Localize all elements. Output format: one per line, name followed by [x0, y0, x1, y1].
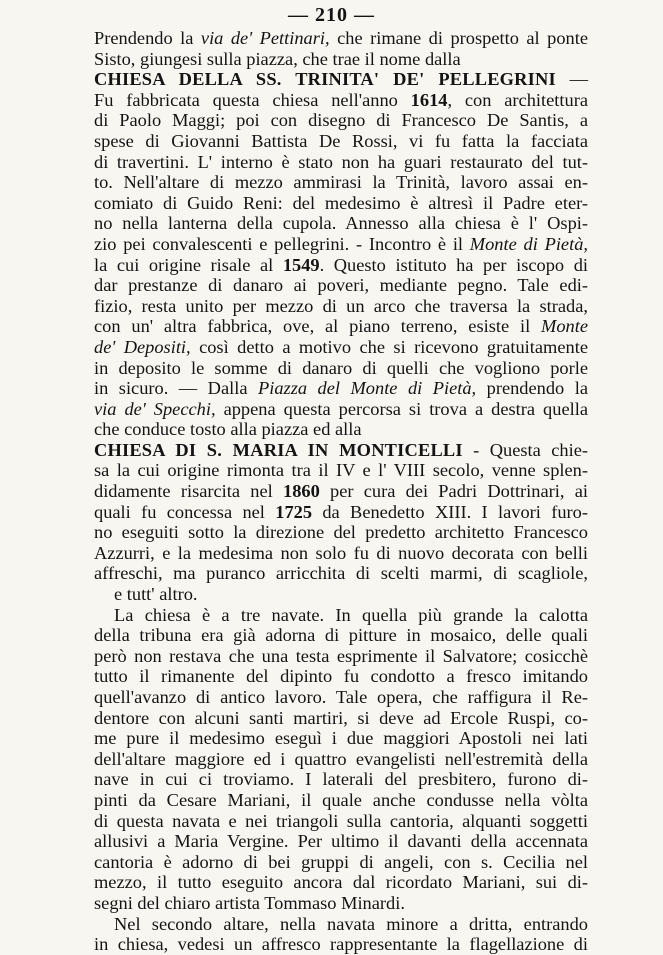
text-run: comiato di Guido Reni: del medesimo è altresì il Padre eter-	[94, 192, 588, 213]
text-line	[94, 110, 588, 131]
text-line	[94, 502, 588, 523]
text-line	[94, 852, 588, 873]
text-run: che conduce tosto alla piazza ed alla	[94, 419, 362, 440]
text-line	[94, 687, 588, 708]
text-run: di questa navata e nei triangoli sulla cantoria, alquanti soggetti	[94, 810, 588, 831]
text-run: di Paolo Maggi; poi con disegno di Francesco De Santis, a	[94, 110, 588, 131]
text-run: quali fu concessa nel	[94, 501, 276, 522]
place-name: de' Depositi,	[94, 336, 191, 357]
text-line	[94, 316, 588, 337]
text-line	[94, 440, 588, 461]
text-run: fizio, resta unito per mezzo di un arco che traversa la strada,	[94, 295, 588, 316]
text-run: spese di Giovanni Battista De Rossi, vi fu fatta la facciata	[94, 130, 588, 151]
text-line	[94, 708, 588, 729]
text-line	[94, 275, 588, 296]
text-line	[94, 934, 588, 955]
place-name: Monte	[541, 316, 588, 337]
text-run: sa la cui origine rimonta tra il IV e l' VIII secolo, venne splen-	[94, 460, 588, 481]
text-run: , con architettura	[447, 89, 588, 110]
text-run: Fu fabbricata questa chiesa nell'anno	[94, 89, 411, 110]
text-line	[94, 522, 588, 543]
text-run: me pure il medesimo eseguì i due maggiori Apostoli nei lati	[94, 728, 588, 749]
text-run: per cura dei Padri Dottrinari, ai	[319, 481, 588, 502]
text-line	[94, 90, 588, 111]
place-name: Piazza del Monte di Pietà,	[258, 378, 477, 399]
text-run: - Questa chie-	[462, 439, 588, 460]
text-run: Azzurri, e la medesima non solo fu di nuovo decorata con belli	[94, 542, 588, 563]
year: 1549	[282, 254, 320, 275]
text-run: tutto il rimanente del dipinto fu condotto a fresco imitando	[94, 666, 588, 687]
text-line	[94, 893, 588, 914]
body-text	[94, 28, 588, 955]
text-line	[94, 131, 588, 152]
text-run: didamente risarcita nel	[94, 481, 283, 502]
text-run: no nella lanterna della cupola. Annesso alla chiesa è l' Ospi-	[94, 213, 588, 234]
text-run: appena questa percorsa si trova a destra quella	[215, 398, 588, 419]
text-line	[94, 337, 588, 358]
text-run: Sisto, giungesi sulla piazza, che trae il nome dalla	[94, 48, 461, 69]
text-line	[94, 872, 588, 893]
text-line	[94, 358, 588, 379]
text-run: dell'altare maggiore ed i quattro evangelisti nell'estremità della	[94, 748, 588, 769]
text-line	[94, 234, 588, 255]
text-run: la cui origine risale al	[94, 254, 283, 275]
text-run: nave in cui ci troviamo. I laterali del presbitero, furono di-	[94, 769, 588, 790]
text-run: segni del chiaro artista Tommaso Minardi.	[94, 892, 405, 913]
year: 1725	[275, 501, 313, 522]
text-line	[94, 255, 588, 276]
text-line	[94, 563, 588, 584]
text-run: cantoria è adorno di bei gruppi di angeli, con s. Cecilia nel	[94, 851, 588, 872]
text-run: no eseguiti sotto la direzione del predetto architetto Francesco	[94, 522, 588, 543]
text-line	[94, 481, 588, 502]
text-run: quell'avanzo di antico lavoro. Tale opera, che raffigura il Re-	[94, 687, 588, 707]
text-run: affreschi, ma puranco arricchita di scelti marmi, di scagliole,	[94, 563, 588, 584]
text-line	[94, 914, 588, 935]
place-name: via de' Specchi,	[94, 398, 216, 419]
text-run: zio pei convalescenti e pellegrini. - Incontro è il	[94, 233, 470, 254]
text-line	[94, 831, 588, 852]
text-run: con un' altra fabbrica, ove, al piano terreno, esiste il	[94, 316, 542, 337]
text-run: in deposito le somme di danaro di quelli che vogliono porle	[94, 357, 588, 378]
text-line	[94, 193, 588, 214]
text-line	[94, 728, 588, 749]
text-line	[94, 666, 588, 687]
text-run: —	[555, 69, 588, 90]
text-run: dar prestanze di danaro ai poveri, mediante pegno. Tale edi-	[94, 275, 588, 296]
text-line	[94, 625, 588, 646]
text-line	[94, 399, 588, 420]
text-line	[94, 419, 588, 440]
page-number: — 210 —	[288, 4, 375, 26]
text-run: Prendendo la	[94, 28, 201, 48]
text-line	[94, 378, 588, 399]
text-run: mezzo, il tutto eseguito ancora dal ricordato Mariani, sui di-	[94, 872, 588, 893]
text-run: in chiesa, vedesi un affresco rappresentante la flagellazione di	[94, 934, 588, 955]
year: 1860	[283, 481, 320, 502]
text-run: prendendo la	[476, 378, 588, 399]
text-line	[94, 584, 588, 605]
church-heading: CHIESA DI S. MARIA IN MONTICELLI	[94, 439, 463, 460]
text-line	[94, 811, 588, 832]
place-name: via de' Pettinari,	[200, 28, 330, 48]
text-run: Nel secondo altare, nella navata minore a dritta, entrando	[114, 913, 588, 934]
text-line	[94, 749, 588, 770]
text-line	[94, 213, 588, 234]
text-line	[94, 646, 588, 667]
text-run: . Questo istituto ha per iscopo di	[319, 254, 588, 275]
text-run: to. Nell'altare di mezzo ammirasi la Trinità, lavoro assai en-	[94, 172, 588, 193]
text-line	[94, 172, 588, 193]
text-run: di travertini. L' interno è stato non ha guari restaurato del tut-	[94, 151, 588, 172]
text-run: La chiesa è a tre navate. In quella più grande la calotta	[114, 604, 588, 625]
text-run: che rimane di prospetto al ponte	[329, 28, 589, 48]
text-line	[94, 28, 588, 49]
year: 1614	[410, 89, 448, 110]
text-run: allusivi a Maria Vergine. Per ultimo il davanti della accennata	[94, 831, 588, 852]
text-line	[94, 460, 588, 481]
text-line	[94, 69, 588, 90]
text-line	[94, 543, 588, 564]
text-line	[94, 49, 588, 70]
text-run: così detto a motivo che si ricevono gratuitamente	[190, 336, 588, 357]
text-line	[94, 769, 588, 790]
text-line	[94, 152, 588, 173]
text-run: però non restava che una testa esprimente il Salvatore; cosicchè	[94, 645, 588, 666]
place-name: Monte di Pietà,	[469, 233, 588, 254]
text-line	[94, 605, 588, 626]
text-run: dentore con alcuni santi martiri, si deve ad Ercole Ruspi, co-	[94, 707, 588, 728]
text-run: in sicuro. — Dalla	[94, 378, 258, 399]
text-run: da Benedetto XIII. I lavori furo-	[312, 501, 588, 522]
text-run: pinti da Cesare Mariani, il quale anche condusse nella vòlta	[94, 789, 588, 810]
church-heading: CHIESA DELLA SS. TRINITA' DE' PELLEGRINI	[94, 69, 556, 90]
text-run: e tutt' altro.	[114, 584, 198, 605]
text-line	[94, 790, 588, 811]
text-line	[94, 296, 588, 317]
text-run: della tribuna era già adorna di pitture in mosaico, delle quali	[94, 625, 588, 646]
